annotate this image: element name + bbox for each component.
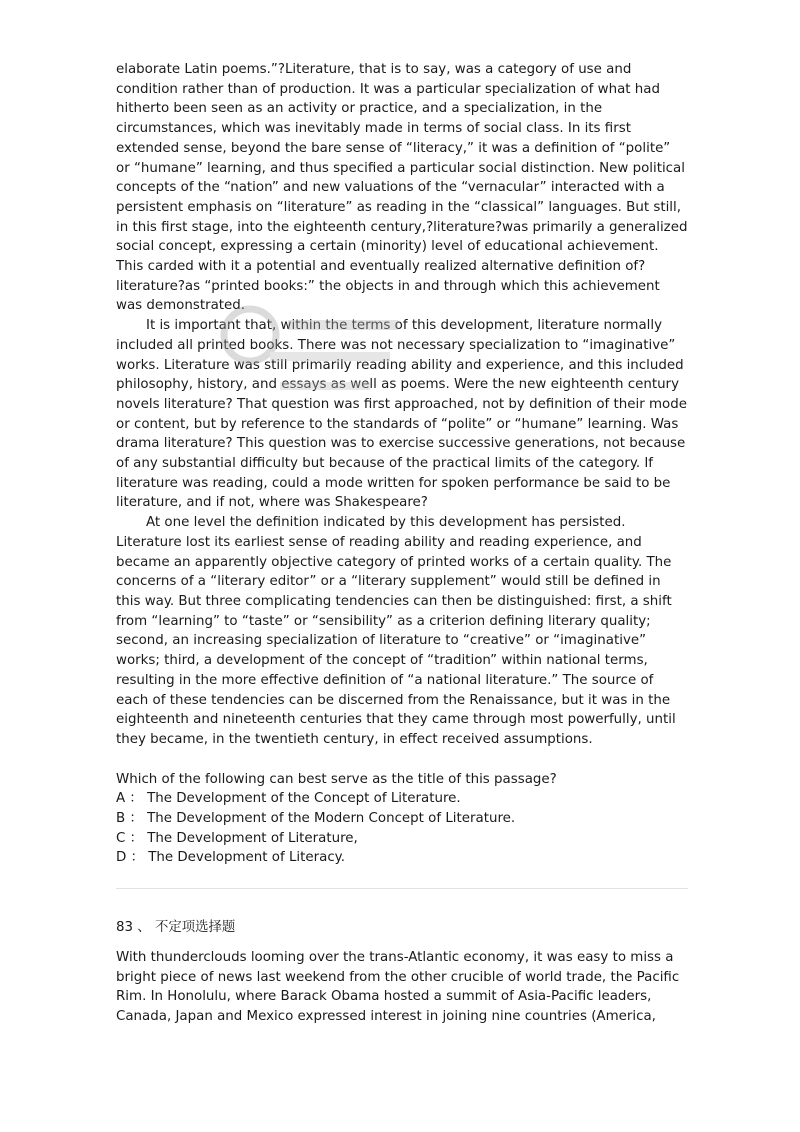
passage-paragraph-1: elaborate Latin poems.”?Literature, that is to say, was a category of use and condition rather than of production. It was a particular specialization of what had hitherto been seen as an activity or practice, and a specialization, in the circumstances, which was inevitably made in terms of social class. In its first extended sense, beyond the bare sense of “literacy,” it was a definition of “polite” or “humane” learning, and thus specified a particular social distinction. New political concepts of the “nation” and new valuations of the “vernacular” interacted with a persistent emphasis on “literature” as reading in the “classical” languages. But still, in this first stage, into the eighteenth century,?literature?was primarily a generalized social concept, expressing a certain (minority) level of educational achievement. This carded with it a potential and eventually realized alternative definition of?literature?as “printed books:” the objects in and through which this achievement was demonstrated. [116,62,688,314]
question-prompt: Which of the following can best serve as the title of this passage? [116,771,557,787]
document-page [116,60,688,1027]
answer-options [116,789,688,868]
passage-paragraph-3: At one level the definition indicated by this development has persisted. Literature lost its earliest sense of reading ability and reading experience, and became an apparently objective category of printed works of a certain quality. The concerns of a “literary editor” or a “literary supplement” would still be defined in this way. But three complicating tendencies can then be distinguished: first, a shift from “learning” to “taste” or “sensibility” as a criterion defining literary quality; second, an increasing specialization of literature to “creative” or “imaginative” works; third, a development of the concept of “tradition” within national terms, resulting in the more effective definition of “a national literature.” The source of each of these tendencies can be discerned from the Renaissance, but it was in the eighteenth and nineteenth centuries that they came through most powerfully, until they became, in the twentieth century, in effect received assumptions. [116,515,676,747]
passage-paragraph-2: It is important that, within the terms of this development, literature normally included all printed books. There was not necessary specialization to “imaginative” works. Literature was still primarily reading ability and experience, and this included philosophy, history, and essays as well as poems. Were the new eighteenth century novels literature? That question was first approached, not by definition of their mode or content, but by reference to the standards of “polite” or “humane” learning. Was drama literature? This question was to exercise successive generations, not because of any substantial difficulty but because of the practical limits of the category. If literature was reading, could a mode written for spoken performance be said to be literature, and if not, where was Shakespeare? [116,318,687,511]
option-b[interactable]: B ： The Development of the Modern Concept of Literature. [116,811,516,827]
option-c[interactable]: C ： The Development of Literature, [116,830,358,846]
option-a[interactable]: A ： The Development of the Concept of Literature. [116,791,461,807]
next-question-body: With thunderclouds looming over the trans-Atlantic economy, it was easy to miss a bright piece of news last weekend from the other crucible of world trade, the Pacific Rim. In Honolulu, where Barack Obama hosted a summit of Asia-Pacific leaders, Canada, Japan and Mexico expressed interest in joining nine countries (America, [116,949,680,1024]
next-question-header: 83 、 不定项选择题 [116,920,236,936]
option-d[interactable]: D ： The Development of Literacy. [116,850,345,866]
section-divider [116,888,688,889]
